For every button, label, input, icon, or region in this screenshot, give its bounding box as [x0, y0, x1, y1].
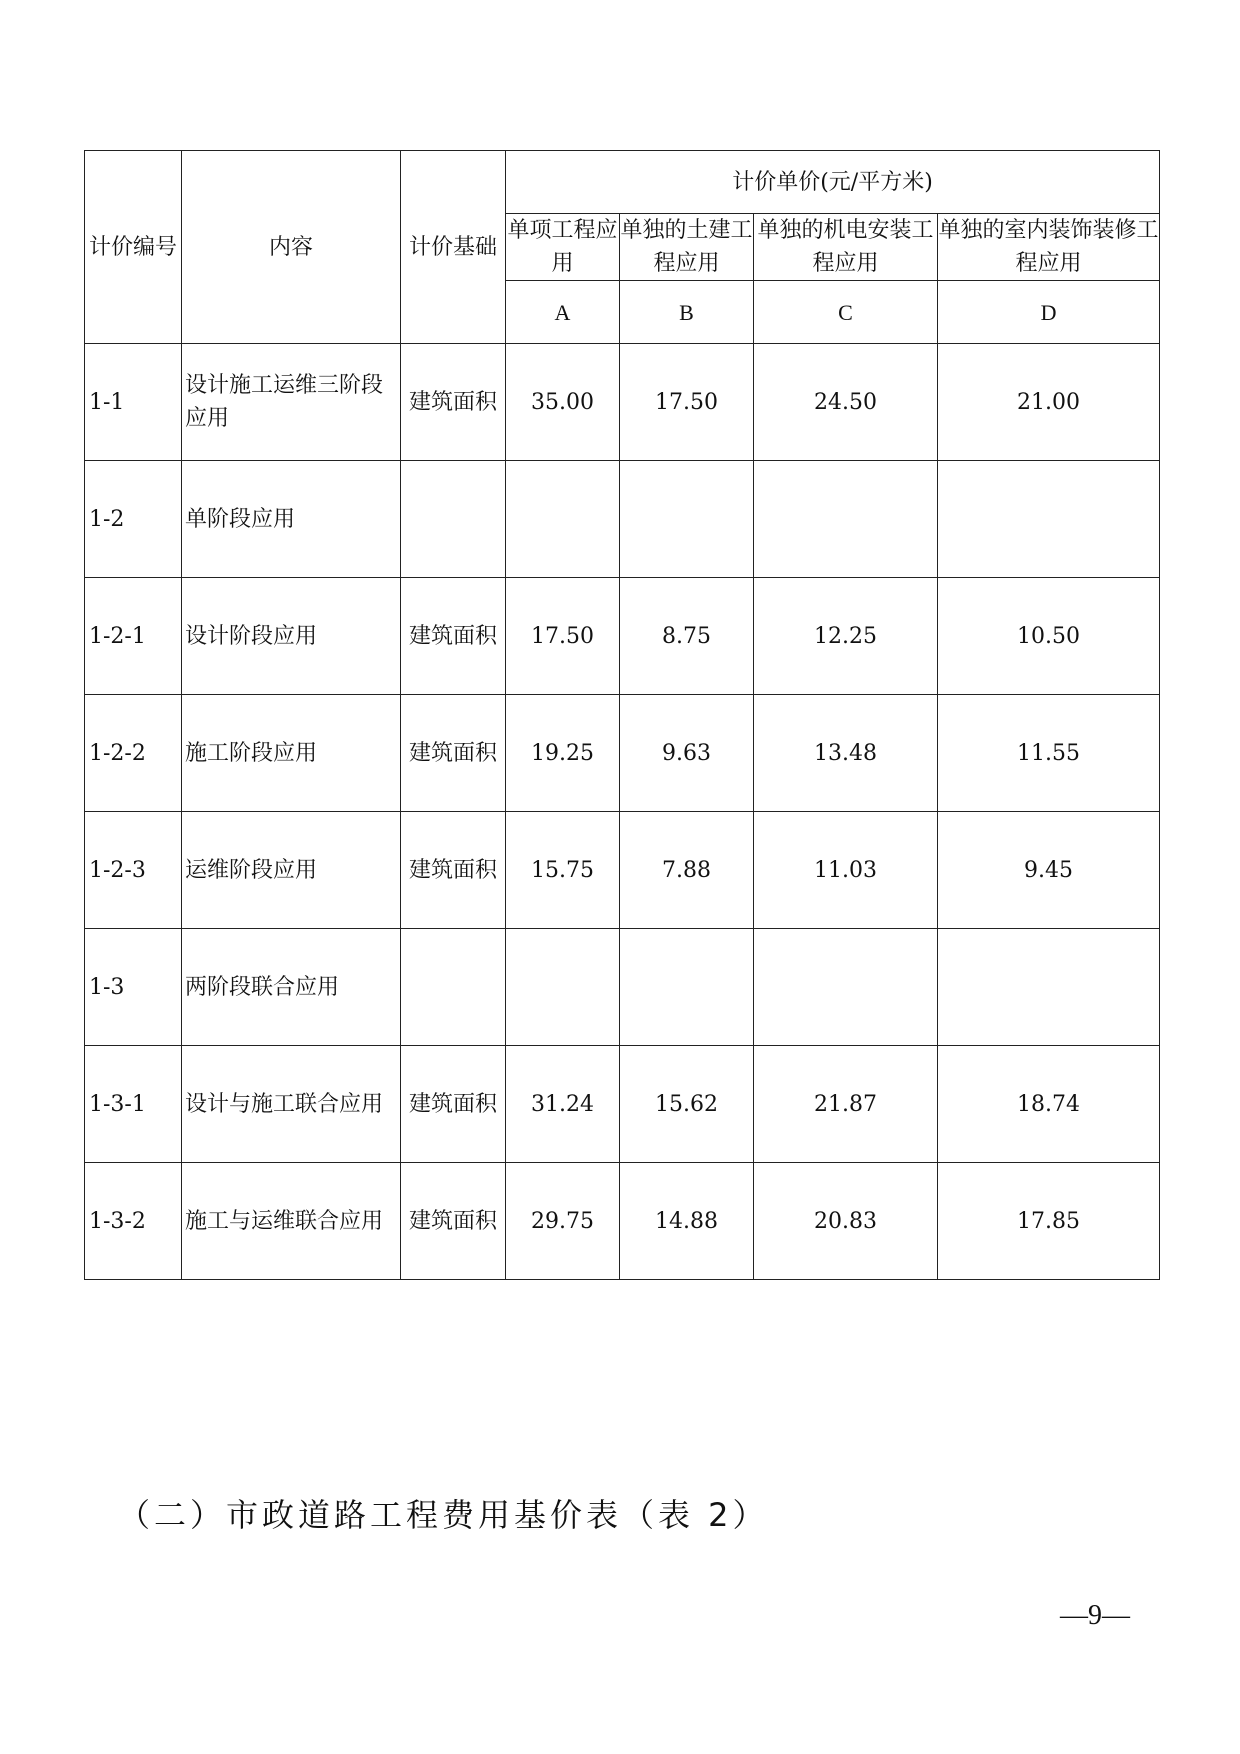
header-code: 计价编号	[85, 151, 182, 344]
table-row	[85, 344, 1160, 461]
row-code: 1-2	[85, 461, 182, 578]
table-row	[85, 929, 1160, 1046]
table-body	[85, 344, 1160, 1280]
row-price-d: 21.00	[938, 344, 1160, 461]
table-row	[85, 461, 1160, 578]
row-basis	[401, 461, 506, 578]
header-col-c: 单独的机电安装工程应用	[754, 214, 938, 281]
price-table	[84, 150, 1160, 1280]
table-row	[85, 812, 1160, 929]
row-price-d: 9.45	[938, 812, 1160, 929]
header-content: 内容	[182, 151, 401, 344]
header-basis: 计价基础	[401, 151, 506, 344]
row-price-c: 21.87	[754, 1046, 938, 1163]
row-content: 设计施工运维三阶段应用	[182, 344, 401, 461]
row-price-b: 7.88	[620, 812, 754, 929]
header-letter-a: A	[506, 281, 620, 344]
header-letter-c: C	[754, 281, 938, 344]
row-price-d: 17.85	[938, 1163, 1160, 1280]
row-price-b	[620, 461, 754, 578]
row-code: 1-3-1	[85, 1046, 182, 1163]
row-price-b: 15.62	[620, 1046, 754, 1163]
header-letter-d: D	[938, 281, 1160, 344]
header-col-a: 单项工程应用	[506, 214, 620, 281]
table-row	[85, 695, 1160, 812]
row-code: 1-2-3	[85, 812, 182, 929]
row-price-b	[620, 929, 754, 1046]
row-content: 两阶段联合应用	[182, 929, 401, 1046]
row-price-c: 11.03	[754, 812, 938, 929]
row-code: 1-2-2	[85, 695, 182, 812]
row-price-a	[506, 461, 620, 578]
row-price-a	[506, 929, 620, 1046]
table-row	[85, 1163, 1160, 1280]
row-price-c: 20.83	[754, 1163, 938, 1280]
row-price-b: 9.63	[620, 695, 754, 812]
header-col-b: 单独的土建工程应用	[620, 214, 754, 281]
row-price-a: 29.75	[506, 1163, 620, 1280]
row-price-a: 17.50	[506, 578, 620, 695]
row-price-d: 18.74	[938, 1046, 1160, 1163]
header-col-d: 单独的室内装饰装修工程应用	[938, 214, 1160, 281]
row-price-c: 13.48	[754, 695, 938, 812]
row-price-c	[754, 461, 938, 578]
row-content: 施工与运维联合应用	[182, 1163, 401, 1280]
row-price-b: 14.88	[620, 1163, 754, 1280]
page-number: —9—	[1060, 1600, 1130, 1631]
row-price-c	[754, 929, 938, 1046]
row-basis	[401, 929, 506, 1046]
row-price-d	[938, 461, 1160, 578]
header-letter-b: B	[620, 281, 754, 344]
section-title: （二）市政道路工程费用基价表（表 2）	[118, 1496, 769, 1534]
table-header	[85, 151, 1160, 344]
row-content: 设计阶段应用	[182, 578, 401, 695]
row-price-b: 17.50	[620, 344, 754, 461]
row-price-c: 24.50	[754, 344, 938, 461]
row-code: 1-1	[85, 344, 182, 461]
row-basis: 建筑面积	[401, 344, 506, 461]
row-code: 1-3	[85, 929, 182, 1046]
row-content: 设计与施工联合应用	[182, 1046, 401, 1163]
row-price-a: 35.00	[506, 344, 620, 461]
row-basis: 建筑面积	[401, 1163, 506, 1280]
row-price-d	[938, 929, 1160, 1046]
row-content: 单阶段应用	[182, 461, 401, 578]
row-basis: 建筑面积	[401, 695, 506, 812]
row-price-d: 10.50	[938, 578, 1160, 695]
row-price-b: 8.75	[620, 578, 754, 695]
row-code: 1-2-1	[85, 578, 182, 695]
row-basis: 建筑面积	[401, 1046, 506, 1163]
row-price-a: 15.75	[506, 812, 620, 929]
row-price-d: 11.55	[938, 695, 1160, 812]
row-price-a: 31.24	[506, 1046, 620, 1163]
row-basis: 建筑面积	[401, 812, 506, 929]
row-content: 运维阶段应用	[182, 812, 401, 929]
row-content: 施工阶段应用	[182, 695, 401, 812]
row-price-c: 12.25	[754, 578, 938, 695]
row-basis: 建筑面积	[401, 578, 506, 695]
row-code: 1-3-2	[85, 1163, 182, 1280]
header-price-group: 计价单价(元/平方米)	[506, 151, 1160, 214]
table-row	[85, 578, 1160, 695]
table-row	[85, 1046, 1160, 1163]
row-price-a: 19.25	[506, 695, 620, 812]
